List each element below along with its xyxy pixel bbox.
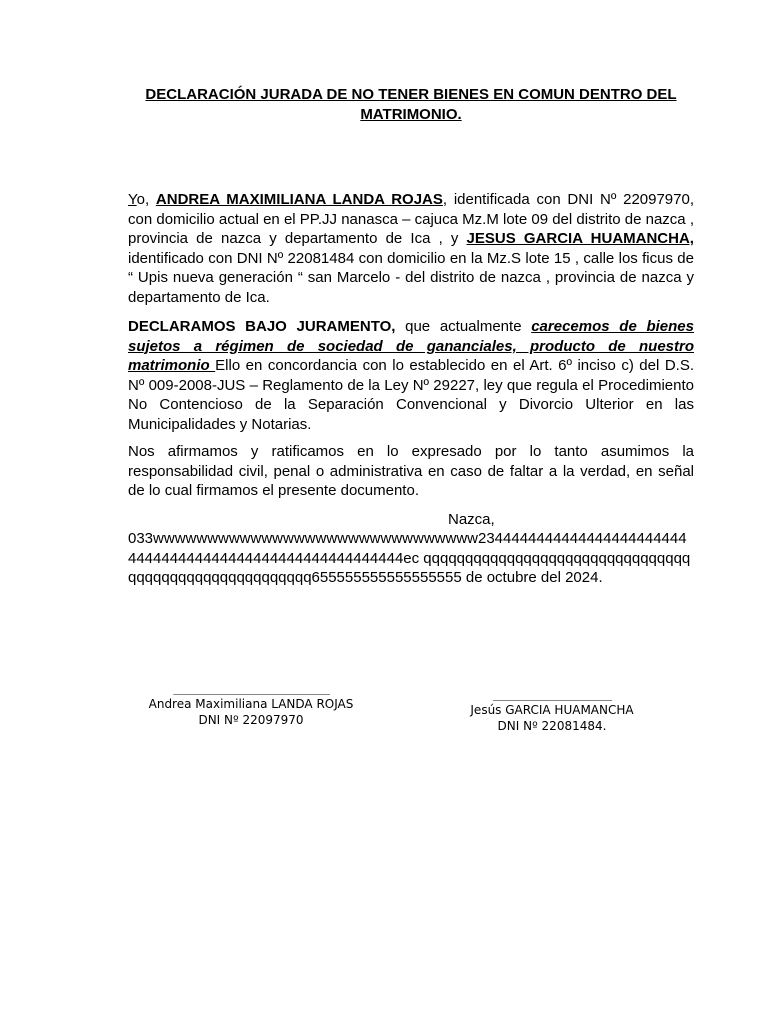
yo-rest: o, <box>136 191 156 208</box>
declarants-paragraph <box>128 190 694 307</box>
declarant-2-name: JESUS GARCIA HUAMANCHA, <box>466 230 694 247</box>
signature-line-left: _________________________ <box>173 681 329 695</box>
signature-block-right <box>462 686 642 734</box>
signature-line-right: ___________________ <box>492 687 612 701</box>
signer-name-right: Jesús GARCIA HUAMANCHA <box>470 703 634 717</box>
declaration-text-2: Ello en concordancia con lo establecido en el Art. 6º inciso c) del D.S. Nº 009-2008-JUS – Reglamento de la Ley Nº 29227, ley que regula el Procedimiento No Contencioso de la Separación Convencional y Divorcio Ulterior en las Municipalidades y Notarias. <box>128 357 694 433</box>
declarant-1-details: , identificada con DNI Nº 22097970, con domicilio actual en el PP.JJ nanasca – cajuca Mz.M lote 09 del distrito de nazca , provincia de nazca y departamento de Ica , y <box>128 191 695 247</box>
declarant-2-details: identificado con DNI Nº 22081484 con domicilio en la Mz.S lote 15 , calle los ficus de “ Upis nueva generación “ san Marcelo - del distrito de nazca , provincia de nazca y departamento de Ica. <box>128 249 694 306</box>
declarant-1-name: ANDREA MAXIMILIANA LANDA ROJAS <box>155 191 443 208</box>
affirmation-paragraph: Nos afirmamos y ratificamos en lo expresado por lo tanto asumimos la responsabilidad civil, penal o administrativa en caso de faltar a la verdad, en señal de lo cual firmamos el presente documento. <box>128 443 694 499</box>
declaration-paragraph <box>128 317 694 434</box>
signature-block-left <box>148 680 354 728</box>
place-city: Nazca, <box>448 511 495 528</box>
place-date: 033wwwwwwwwwwwwwwwwwwwwwwwwwwwwww2344444444444444444444444444444444444444444444444444444444ec qqqqqqqqqqqqqqqqqqqqqqqqqqqqqqqqqqqqqqqqqqqqqqqqqqqqqq655555555555555555 de octubre del 2024. <box>128 530 691 586</box>
signer-name-left: Andrea Maximiliana LANDA ROJAS <box>148 697 354 711</box>
declaration-lead: DECLARAMOS BAJO JURAMENTO, <box>128 318 396 335</box>
declaration-text-1: que actualmente <box>395 318 532 335</box>
signer-dni-left: DNI Nº 22097970 <box>198 713 304 727</box>
title-line-1: DECLARACIÓN JURADA DE NO TENER BIENES EN COMUN DENTRO DEL <box>145 86 677 103</box>
document-title <box>128 85 694 125</box>
signer-dni-right: DNI Nº 22081484. <box>497 719 607 733</box>
title-line-2: MATRIMONIO. <box>360 106 462 123</box>
declaration-emphasis: carecemos de bienes sujetos a régimen de sociedad de gananciales, producto de nuestro matrimonio <box>128 318 694 374</box>
yo-initial: Y <box>128 191 137 208</box>
